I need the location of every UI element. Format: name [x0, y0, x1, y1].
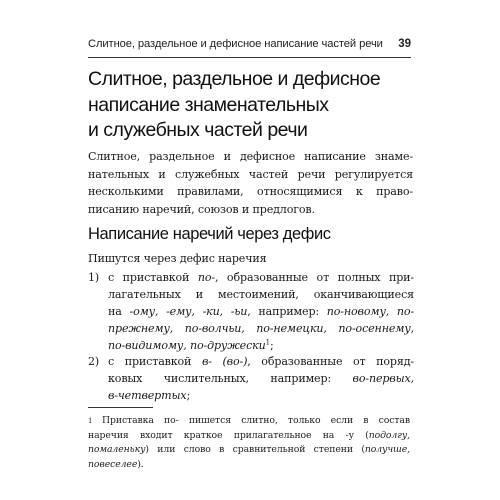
footnote-line [88, 443, 410, 458]
text-run: ). [137, 458, 144, 470]
footnote-mark: 1 [88, 417, 93, 425]
text-run: на [108, 305, 130, 318]
rule-line [108, 269, 414, 286]
example-prefix: в- (во-) [201, 355, 248, 368]
running-head [88, 38, 411, 56]
example-word: помаленьку [88, 444, 146, 455]
text-run: , например: [247, 305, 327, 318]
rule-line: лагательных и местоимений, оканчивающиеся [108, 288, 414, 301]
rule-line [108, 353, 414, 370]
paragraph-line: нательных и служебных частей речи регулируется [88, 167, 413, 181]
rule-number: 1) [88, 271, 100, 284]
example-word: во-первых, [352, 372, 414, 385]
rule-body [108, 269, 414, 354]
footnote [88, 414, 410, 472]
section-title: Написание наречий через дефис [88, 225, 331, 243]
text-run: , образованные от поряд- [247, 355, 414, 368]
text-run: ; [186, 389, 191, 402]
running-head-title: Слитное, раздельное и дефисное написание частей речи [88, 38, 383, 50]
paragraph-line: писанию наречий, союзов и предлогов. [88, 202, 315, 216]
example-word: по-видимому, по-дружески [108, 339, 266, 352]
example-word: подолгу, [368, 429, 410, 441]
example-word: получше, [364, 444, 410, 455]
example-word: по-новому, по- [326, 305, 414, 318]
chapter-title [88, 67, 418, 144]
text-run: с приставкой [108, 355, 202, 368]
example-prefix: по- [197, 271, 215, 284]
text-run: ; [269, 339, 274, 352]
paragraph-line: несколькими правилами, относящимися к право- [88, 185, 413, 198]
text-run: , образованные от полных при- [214, 271, 414, 284]
rule-line [108, 387, 414, 404]
intro-paragraph [88, 148, 413, 218]
header-rule [88, 57, 411, 58]
footnote-line: Приставка по- пишется слитно, только если в состав [102, 415, 410, 426]
chapter-title-line: Слитное, раздельное и дефисное [88, 68, 381, 90]
rule-number: 2) [88, 355, 100, 368]
footnote-line [88, 458, 410, 473]
footnote-separator [88, 407, 153, 408]
text-run: наречия входит краткое прилагательное на -у ( [88, 429, 369, 441]
chapter-title-line: написание знаменательных [88, 93, 329, 116]
rule-line [108, 370, 414, 387]
footnote-line [88, 429, 410, 444]
rule-body [108, 353, 414, 404]
text-run: ковых числительных, например: [108, 372, 353, 385]
example-endings: -ому, -ему, -ки, -ьи [129, 305, 248, 318]
rule-line [108, 337, 414, 354]
rule-line-examples: прежнему, по-волчьи, по-немецки, по-осеннему, [108, 322, 414, 335]
text-run: с приставкой [108, 271, 198, 284]
paragraph-line: Слитное, раздельное и дефисное написание знаме- [88, 150, 413, 163]
example-word: повеселее [88, 458, 138, 470]
example-word: в-четвертых [108, 389, 187, 402]
section-lead: Пишутся через дефис наречия [88, 252, 267, 265]
page-number: 39 [398, 38, 411, 50]
rule-line [108, 303, 414, 320]
text-run: ) или слово в сравнительной степени ( [145, 444, 365, 455]
footnote-reference[interactable]: 1 [265, 338, 270, 347]
chapter-title-line: и служебных частей речи [88, 119, 308, 141]
